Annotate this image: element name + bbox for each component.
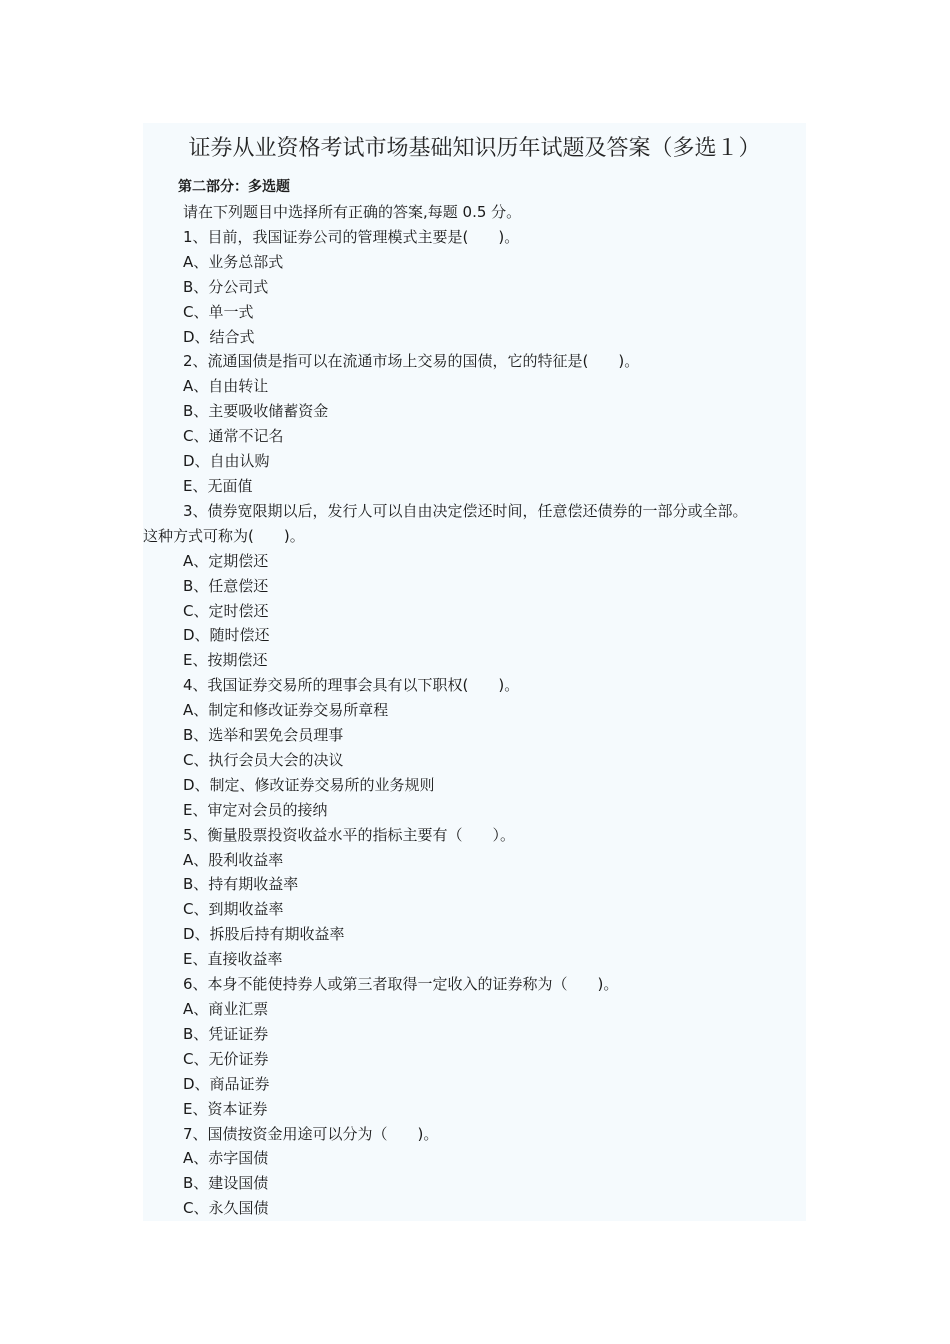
option-line: B、持有期收益率 <box>183 875 299 894</box>
instruction-line: 请在下列题目中选择所有正确的答案,每题 0.5 分。 <box>183 203 522 221</box>
question-line: 7、国债按资金用途可以分为（ )。 <box>183 1124 439 1143</box>
option-line: B、凭证证券 <box>183 1024 269 1043</box>
option-line: E、无面值 <box>183 476 253 495</box>
option-line: D、制定、修改证券交易所的业务规则 <box>183 775 435 794</box>
option-line: C、通常不记名 <box>183 427 284 446</box>
option-line: A、赤字国债 <box>183 1149 269 1168</box>
option-line: C、到期收益率 <box>183 900 284 919</box>
question-line: 3、债券宽限期以后，发行人可以自由决定偿还时间，任意偿还债券的一部分或全部。 <box>183 501 748 520</box>
option-line: A、定期偿还 <box>183 551 269 570</box>
option-line: D、结合式 <box>183 327 255 346</box>
option-line: A、股利收益率 <box>183 850 284 869</box>
question-line: 4、我国证券交易所的理事会具有以下职权( )。 <box>183 676 520 695</box>
option-line: B、主要吸收储蓄资金 <box>183 402 329 421</box>
question-line: 1、目前，我国证券公司的管理模式主要是( )。 <box>183 227 520 246</box>
option-line: B、分公司式 <box>183 277 269 296</box>
option-line: A、制定和修改证券交易所章程 <box>183 701 389 720</box>
option-line: D、自由认购 <box>183 452 270 471</box>
option-line: E、审定对会员的接纳 <box>183 800 328 819</box>
question-line: 5、衡量股票投资收益水平的指标主要有（ ）。 <box>183 825 516 844</box>
option-line: C、定时偿还 <box>183 601 269 620</box>
option-line: C、永久国债 <box>183 1199 269 1218</box>
question-list <box>143 200 823 1221</box>
option-line: D、随时偿还 <box>183 626 270 645</box>
option-line: B、选举和罢免会员理事 <box>183 726 344 745</box>
option-line: C、无价证券 <box>183 1049 269 1068</box>
option-line: E、按期偿还 <box>183 651 268 670</box>
option-line: B、建设国债 <box>183 1174 269 1193</box>
question-line: 2、流通国债是指可以在流通市场上交易的国债，它的特征是( )。 <box>183 352 640 371</box>
document-title: 证券从业资格考试市场基础知识历年试题及答案（多选１） <box>188 136 761 161</box>
option-line: C、单一式 <box>183 302 254 321</box>
option-line: A、商业汇票 <box>183 1000 269 1018</box>
question-line: 6、本身不能使持券人或第三者取得一定收入的证券称为（ )。 <box>183 975 619 994</box>
option-line: A、业务总部式 <box>183 252 284 271</box>
option-line: E、直接收益率 <box>183 950 283 969</box>
question-continuation: 这种方式可称为( )。 <box>143 526 305 545</box>
option-line: E、资本证券 <box>183 1099 268 1118</box>
section-heading: 第二部分：多选题 <box>178 179 290 195</box>
option-line: D、拆股后持有期收益率 <box>183 925 345 944</box>
option-line: B、任意偿还 <box>183 576 269 595</box>
option-line: C、执行会员大会的决议 <box>183 750 344 769</box>
option-line: A、自由转让 <box>183 377 269 396</box>
option-line: D、商品证券 <box>183 1074 270 1093</box>
